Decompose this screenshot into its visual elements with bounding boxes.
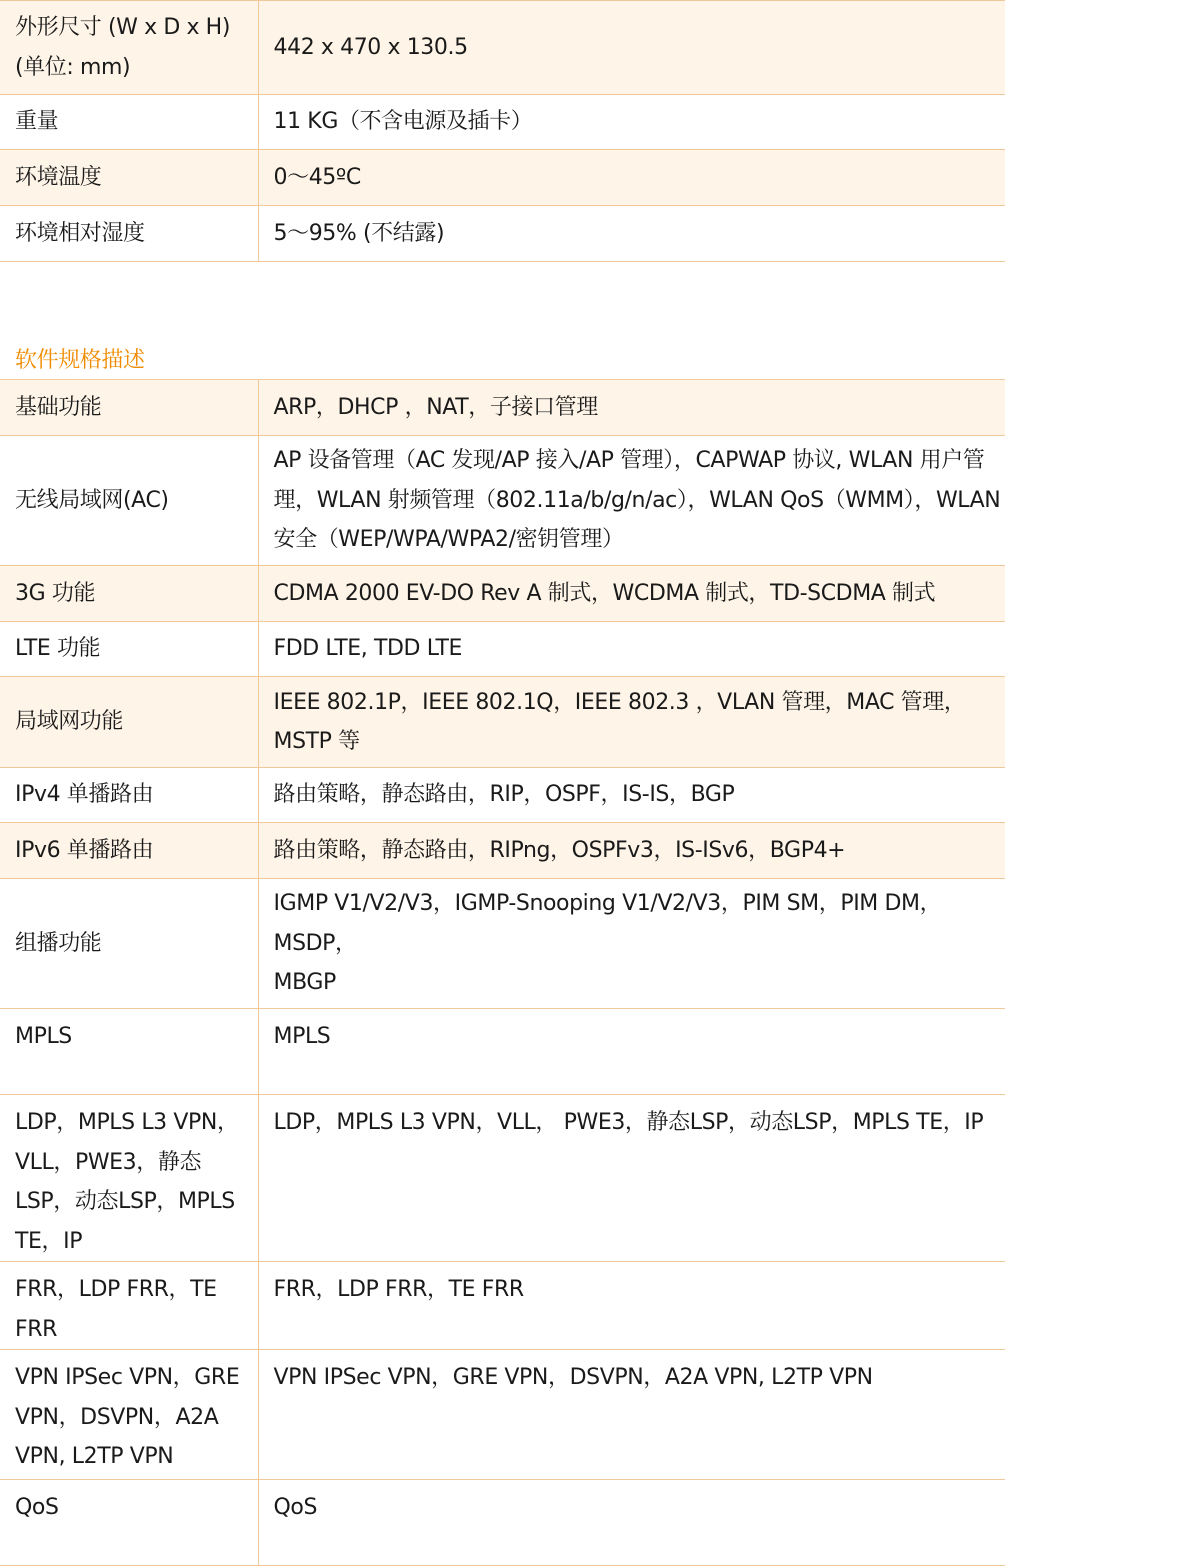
spec-row-humidity <box>0 206 1005 262</box>
spec-row-temperature <box>0 150 1005 206</box>
spec-key: 外形尺寸 (W x D x H) (单位: mm) <box>0 1 258 95</box>
spec-key: IPv6 单播路由 <box>0 823 258 879</box>
software-spec-table <box>0 379 1005 1566</box>
spec-row-lan <box>0 677 1005 768</box>
spec-key: FRR，LDP FRR，TE FRR <box>0 1262 258 1350</box>
spec-key: 环境温度 <box>0 150 258 206</box>
spec-row-3g <box>0 566 1005 622</box>
spec-key: VPN IPSec VPN，GRE VPN，DSVPN，A2A VPN, L2TP VPN <box>0 1350 258 1480</box>
spec-value: IEEE 802.1P，IEEE 802.1Q，IEEE 802.3 ，VLAN 管理，MAC 管理，MSTP 等 <box>258 677 1005 768</box>
spec-row-lte <box>0 622 1005 677</box>
spec-key: LDP，MPLS L3 VPN，VLL，PWE3，静态LSP，动态LSP，MPLS TE，IP <box>0 1095 258 1262</box>
spec-row-dimensions <box>0 1 1005 95</box>
spec-value: MPLS <box>258 1009 1005 1095</box>
spec-value: ARP，DHCP ，NAT，子接口管理 <box>258 380 1005 436</box>
spec-row-ipv4 <box>0 768 1005 823</box>
spec-row-vpn <box>0 1350 1005 1480</box>
spec-value: 路由策略，静态路由，RIPng，OSPFv3，IS-ISv6，BGP4+ <box>258 823 1005 879</box>
spec-key: LTE 功能 <box>0 622 258 677</box>
spec-key: 组播功能 <box>0 879 258 1009</box>
spec-key: QoS <box>0 1480 258 1566</box>
spec-value: LDP，MPLS L3 VPN，VLL， PWE3，静态LSP，动态LSP，MPLS TE，IP <box>258 1095 1005 1262</box>
spec-row-wlan <box>0 436 1005 566</box>
spec-key: 重量 <box>0 95 258 150</box>
spec-value: CDMA 2000 EV-DO Rev A 制式，WCDMA 制式，TD-SCDMA 制式 <box>258 566 1005 622</box>
spec-value: 路由策略，静态路由，RIP，OSPF，IS-IS，BGP <box>258 768 1005 823</box>
spec-key: 局域网功能 <box>0 677 258 768</box>
spec-row-ipv6 <box>0 823 1005 879</box>
spec-row-ldp <box>0 1095 1005 1262</box>
spec-row-basic <box>0 380 1005 436</box>
spec-value: AP 设备管理（AC 发现/AP 接入/AP 管理），CAPWAP 协议, WLAN 用户管理，WLAN 射频管理（802.11a/b/g/n/ac），WLAN QoS（WMM），WLAN 安全（WEP/WPA/WPA2/密钥管理） <box>258 436 1005 566</box>
spec-key: IPv4 单播路由 <box>0 768 258 823</box>
spec-key: MPLS <box>0 1009 258 1095</box>
spec-value: 442 x 470 x 130.5 <box>258 1 1005 95</box>
spec-row-multicast <box>0 879 1005 1009</box>
section-title-software-specs: 软件规格描述 <box>15 348 145 373</box>
spec-row-frr <box>0 1262 1005 1350</box>
spec-value: VPN IPSec VPN，GRE VPN，DSVPN，A2A VPN, L2TP VPN <box>258 1350 1005 1480</box>
spec-row-mpls <box>0 1009 1005 1095</box>
spec-value: FRR，LDP FRR，TE FRR <box>258 1262 1005 1350</box>
spec-row-weight <box>0 95 1005 150</box>
spec-value: FDD LTE, TDD LTE <box>258 622 1005 677</box>
spec-key: 环境相对湿度 <box>0 206 258 262</box>
hardware-spec-table <box>0 0 1005 262</box>
spec-value: QoS <box>258 1480 1005 1566</box>
spec-row-qos <box>0 1480 1005 1566</box>
spec-value: 11 KG（不含电源及插卡） <box>258 95 1005 150</box>
spec-value: IGMP V1/V2/V3，IGMP-Snooping V1/V2/V3，PIM SM，PIM DM，MSDP， MBGP <box>258 879 1005 1009</box>
spec-key: 3G 功能 <box>0 566 258 622</box>
spec-value: 5～95% (不结露) <box>258 206 1005 262</box>
spec-key: 基础功能 <box>0 380 258 436</box>
spec-value: 0～45ºC <box>258 150 1005 206</box>
spec-key: 无线局域网(AC) <box>0 436 258 566</box>
